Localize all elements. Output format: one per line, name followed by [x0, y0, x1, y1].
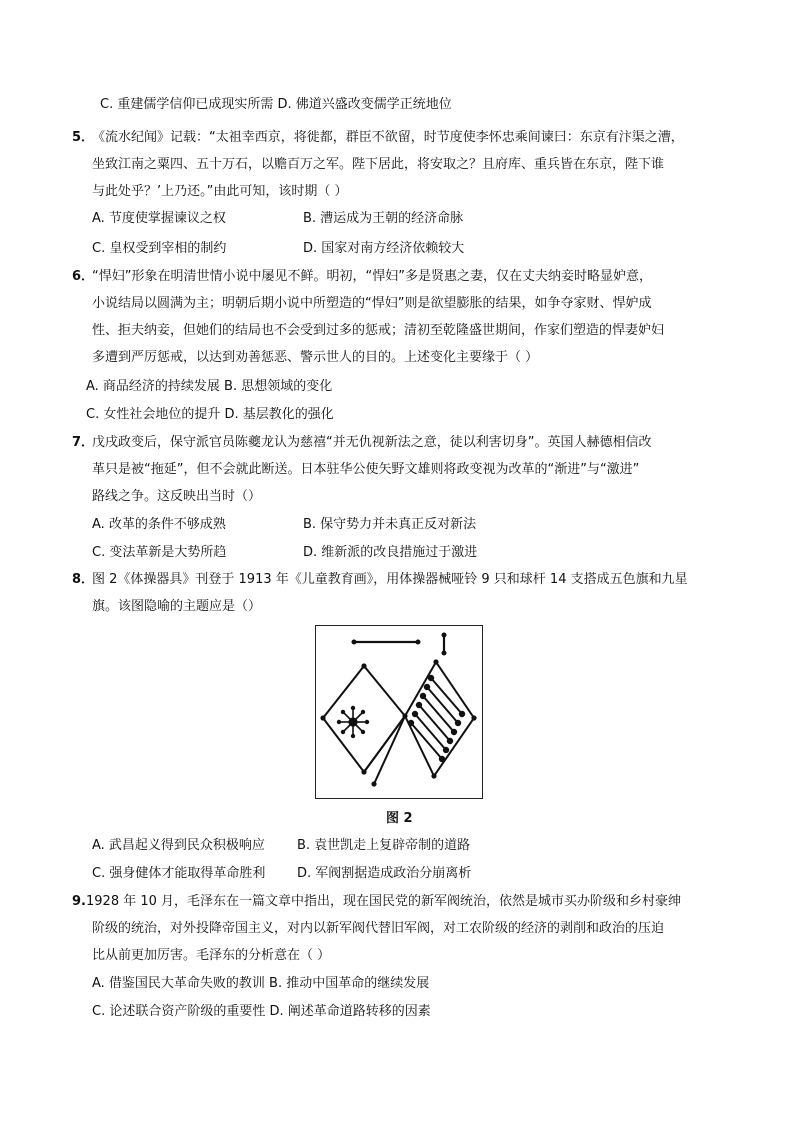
options-line-cd: C. 女性社会地位的提升 D. 基层教化的强化 [86, 407, 334, 422]
q4-options-line: C. 重建儒学信仰已成现实所需 D. 佛道兴盛改变儒学正统地位 [100, 97, 452, 112]
question-stem-line: 图 2《体操器具》刊登于 1913 年《儿童教育画》，用体操器械哑铃 9 只和球杆 14 支搭成五色旗和九星 [92, 572, 688, 587]
options-line-ab: A. 商品经济的持续发展 B. 思想领域的变化 [86, 379, 333, 394]
option-b: B. 漕运成为王朝的经济命脉 [303, 211, 464, 226]
question-stem-line: 多遭到严厉惩戒，以达到劝善惩恶、警示世人的目的。上述变化主要缘于（ ） [92, 350, 539, 365]
option-d: D. 军阀割据造成政治分崩离析 [297, 866, 472, 881]
question-stem-line: 戊戌政变后，保守派官员陈夔龙认为慈禧“并无仇视新法之意，徒以利害切身”。英国人赫德相信改 [92, 435, 652, 450]
question-number: 7． [72, 435, 95, 450]
option-d: D. 维新派的改良措施过于激进 [303, 545, 478, 560]
option-c: C. 变法革新是大势所趋 [92, 545, 227, 560]
question-number: 8． [72, 572, 95, 587]
question-stem-line: 与此处乎？’上乃还。”由此可知，该时期（ ） [92, 184, 348, 199]
option-a: A. 节度使掌握谏议之权 [92, 211, 226, 226]
question-stem-line: “悍妇”形象在明清世情小说中屡见不鲜。明初，“悍妇”多是贤惠之妻，仅在丈夫纳妾时略显妒意， [92, 269, 652, 284]
question-stem-line: 路线之争。这反映出当时（） [92, 489, 262, 504]
question-number: 6． [72, 269, 95, 284]
figure-2-gymnastics-equipment [315, 625, 483, 799]
option-c: C. 皇权受到宰相的制约 [92, 241, 227, 256]
question-stem-line: 性、拒夫纳妾，但她们的结局也不会受到过多的惩戒；清初至乾隆盛世期间，作家们塑造的悍妻妒妇 [92, 323, 665, 338]
options-line-cd: C. 论述联合资产阶级的重要性 D. 阐述革命道路转移的因素 [92, 1004, 431, 1019]
option-a: A. 武昌起义得到民众积极响应 [92, 838, 265, 853]
dumbbell-flag-illustration [316, 626, 481, 797]
question-stem-line: 1928 年 10 月，毛泽东在一篇文章中指出，现在国民党的新军阀统治，依然是城市买办阶级和乡村豪绅 [86, 894, 682, 909]
figure-caption: 图 2 [386, 811, 413, 826]
option-d: D. 国家对南方经济依赖较大 [303, 241, 465, 256]
option-c: C. 强身健体才能取得革命胜利 [92, 866, 266, 881]
question-stem-line: 旗。该图隐喻的主题应是（） [92, 599, 262, 614]
question-stem-line: 小说结局以圆满为主；明朝后期小说中所塑造的“悍妇”则是欲望膨胀的结果，如争夺家财、悍妒成 [92, 296, 652, 311]
option-b: B. 保守势力并未真正反对新法 [303, 517, 477, 532]
question-stem-line: 《流水纪闻》记载：“太祖幸西京，将徙都，群臣不欲留，时节度使李怀忠乘间谏曰：东京有汴渠之漕， [92, 130, 684, 145]
question-stem-line: 革只是被“拖延”，但不会就此断送。日本驻华公使矢野文雄则将政变视为改革的“渐进”与“激进” [92, 462, 640, 477]
options-line-ab: A. 借鉴国民大革命失败的教训 B. 推动中国革命的继续发展 [92, 976, 430, 991]
question-stem-line: 阶级的统治，对外投降帝国主义，对内以新军阀代替旧军阀，对工农阶级的经济的剥削和政治的压迫 [92, 921, 665, 936]
option-b: B. 袁世凯走上复辟帝制的道路 [297, 838, 471, 853]
question-stem-line: 坐致江南之粟四、五十万石，以赡百万之军。陛下居此，将安取之？且府库、重兵皆在东京，陛下谁 [92, 157, 665, 172]
option-a: A. 改革的条件不够成熟 [92, 517, 226, 532]
question-number: 9. [72, 894, 86, 909]
question-stem-line: 比从前更加厉害。毛泽东的分析意在（ ） [92, 948, 331, 963]
question-number: 5． [72, 130, 95, 145]
